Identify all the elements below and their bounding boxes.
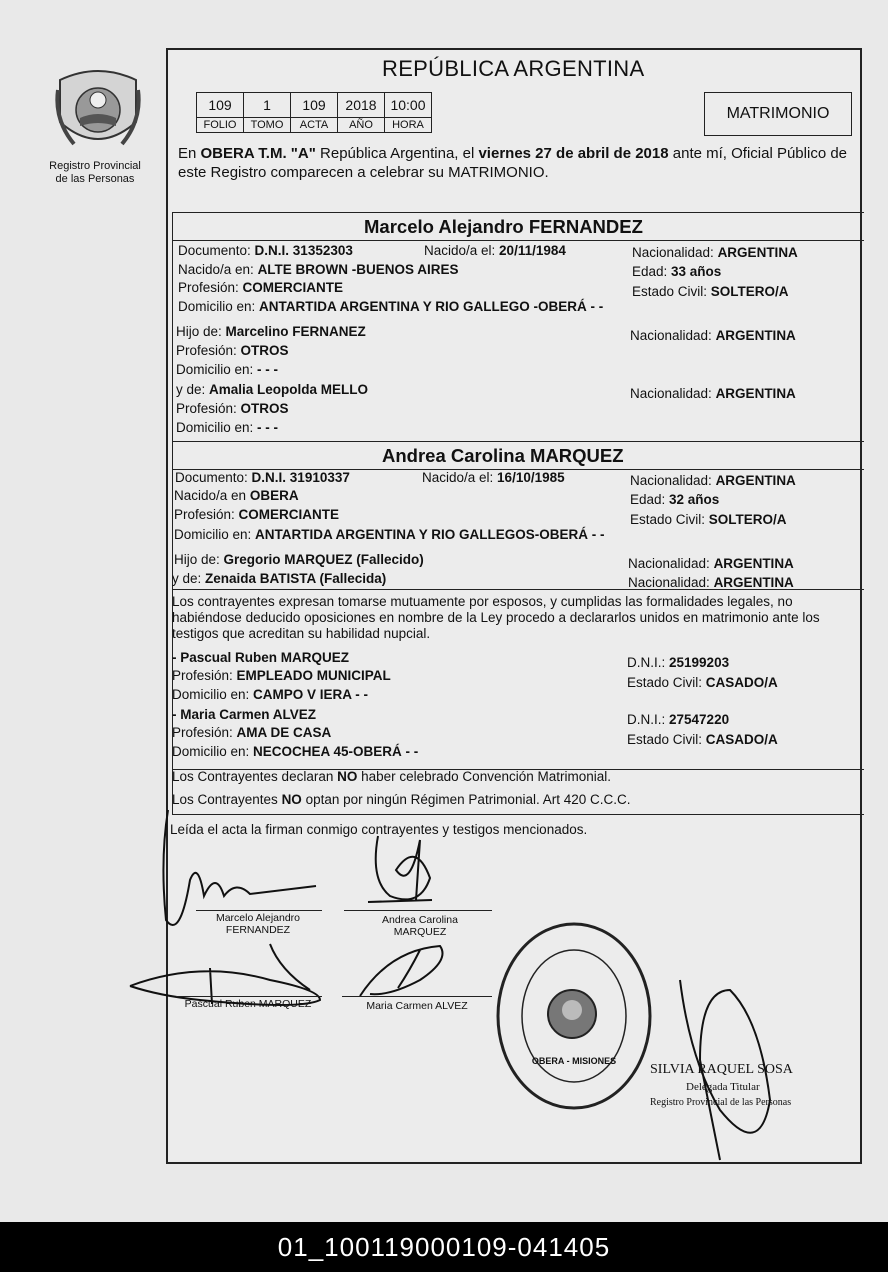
label: Nacido/a en: bbox=[178, 262, 258, 277]
text: optan por ningún Régimen Patrimonial. Art 420 C.C.C. bbox=[301, 792, 631, 807]
groom-nationality bbox=[632, 245, 798, 261]
bride-mother bbox=[172, 571, 386, 587]
act-type-box: MATRIMONIO bbox=[704, 92, 852, 136]
value: ARGENTINA bbox=[715, 386, 796, 401]
time-value: 10:00 bbox=[385, 93, 432, 118]
bride-birth-place bbox=[174, 488, 299, 504]
bride-name: Andrea Carolina MARQUEZ bbox=[382, 445, 624, 466]
logo-caption-line1: Registro Provincial bbox=[49, 160, 141, 172]
groom-father-address bbox=[176, 362, 278, 378]
witness-1-dni bbox=[627, 655, 729, 671]
logo-caption-line2: de las Personas bbox=[55, 173, 135, 185]
year-value: 2018 bbox=[338, 93, 385, 118]
groom-address bbox=[178, 299, 603, 315]
witness-2-dni bbox=[627, 712, 729, 728]
signature-line bbox=[176, 996, 322, 997]
bride-document bbox=[175, 470, 350, 486]
value: ANTARTIDA ARGENTINA Y RIO GALLEGO -OBERÁ - - bbox=[259, 299, 604, 314]
groom-father-profession bbox=[176, 343, 289, 359]
label: Profesión: bbox=[176, 401, 241, 416]
label: Estado Civil: bbox=[627, 675, 706, 690]
label: Estado Civil: bbox=[627, 732, 706, 747]
tomo-label: TOMO bbox=[244, 118, 291, 133]
value: ARGENTINA bbox=[715, 328, 796, 343]
label: Documento: bbox=[178, 243, 255, 258]
bride-signature bbox=[368, 836, 432, 902]
label: Nacido/a en bbox=[174, 488, 250, 503]
document-title: REPÚBLICA ARGENTINA bbox=[382, 56, 645, 81]
label: Documento: bbox=[175, 470, 252, 485]
label: Profesión: bbox=[178, 280, 243, 295]
divider bbox=[172, 441, 864, 442]
closing-statement: Leída el acta la firman conmigo contrayentes y testigos mencionados. bbox=[170, 822, 588, 837]
divider bbox=[172, 240, 864, 241]
label: Domicilio en: bbox=[176, 420, 258, 435]
value: CAMPO V IERA - - bbox=[253, 687, 369, 702]
acta-label: ACTA bbox=[291, 118, 338, 133]
label: Estado Civil: bbox=[630, 512, 709, 527]
official-office: Registro Provincial de las Personas bbox=[650, 1097, 792, 1108]
bride-birth-date bbox=[422, 470, 565, 486]
label: Profesión: bbox=[174, 507, 239, 522]
bride-age bbox=[630, 492, 719, 508]
witness1-signature-caption: Pascual Ruben MARQUEZ bbox=[184, 998, 312, 1010]
groom-signature bbox=[163, 810, 316, 925]
groom-mother-profession bbox=[176, 401, 289, 417]
document-code-bar: 01_100119000109-041405 bbox=[0, 1222, 888, 1272]
signature-line bbox=[342, 996, 492, 997]
intro-paragraph bbox=[178, 144, 866, 182]
acta-value: 109 bbox=[291, 93, 338, 118]
logo-caption bbox=[30, 160, 160, 186]
groom-name: Marcelo Alejandro FERNANDEZ bbox=[364, 216, 643, 237]
witness-2-name bbox=[172, 707, 316, 723]
witness-1-civil-status bbox=[627, 675, 778, 691]
value: - Maria Carmen ALVEZ bbox=[172, 707, 317, 722]
time-label: HORA bbox=[385, 118, 432, 133]
groom-mother bbox=[176, 382, 368, 398]
label: Domicilio en: bbox=[178, 299, 260, 314]
province-logo bbox=[54, 60, 142, 156]
convention-statement bbox=[172, 769, 611, 785]
label: Nacionalidad: bbox=[630, 473, 716, 488]
label: Domicilio en: bbox=[172, 687, 254, 702]
value: OTROS bbox=[240, 343, 289, 358]
value: 27547220 bbox=[669, 712, 730, 727]
bride-nationality bbox=[630, 473, 796, 489]
value: ANTARTIDA ARGENTINA Y RIO GALLEGOS-OBERÁ - - bbox=[255, 527, 605, 542]
label: Profesión: bbox=[172, 725, 237, 740]
label: Hijo de: bbox=[176, 324, 226, 339]
label: D.N.I.: bbox=[627, 655, 670, 670]
value: ARGENTINA bbox=[717, 245, 798, 260]
label: Domicilio en: bbox=[174, 527, 256, 542]
value: CASADO/A bbox=[705, 675, 778, 690]
value: SOLTERO/A bbox=[708, 512, 787, 527]
witness-1-address bbox=[172, 687, 368, 703]
value: ARGENTINA bbox=[713, 556, 794, 571]
value: ARGENTINA bbox=[715, 473, 796, 488]
year-label: AÑO bbox=[338, 118, 385, 133]
groom-age bbox=[632, 264, 721, 280]
folio-value: 109 bbox=[197, 93, 244, 118]
witness-1-profession bbox=[172, 668, 391, 684]
value: NECOCHEA 45-OBERÁ - - bbox=[253, 744, 419, 759]
label: Hijo de: bbox=[174, 552, 224, 567]
label: Nacionalidad: bbox=[630, 328, 716, 343]
value: EMPLEADO MUNICIPAL bbox=[236, 668, 391, 683]
groom-birth-date bbox=[424, 243, 566, 259]
label: D.N.I.: bbox=[627, 712, 670, 727]
witness-2-civil-status bbox=[627, 732, 778, 748]
label: y de: bbox=[176, 382, 210, 397]
signature-line bbox=[344, 910, 492, 911]
official-name: SILVIA RAQUEL SOSA bbox=[650, 1062, 793, 1077]
text: Los Contrayentes bbox=[172, 792, 282, 807]
value: 33 años bbox=[671, 264, 722, 279]
label: Domicilio en: bbox=[176, 362, 258, 377]
value: 16/10/1985 bbox=[497, 470, 565, 485]
witness-1-name bbox=[172, 650, 349, 666]
signature-line bbox=[196, 910, 322, 911]
label: Profesión: bbox=[176, 343, 241, 358]
value: OBERA bbox=[249, 488, 299, 503]
intro-date: viernes 27 de abril de 2018 bbox=[478, 145, 669, 162]
value: - Pascual Ruben MARQUEZ bbox=[172, 650, 350, 665]
folio-label: FOLIO bbox=[197, 118, 244, 133]
bride-civil-status bbox=[630, 512, 787, 528]
label: Profesión: bbox=[172, 668, 237, 683]
stamp-inner-text: OBERA - MISIONES bbox=[531, 1056, 617, 1066]
groom-father-nationality bbox=[630, 328, 796, 344]
groom-mother-nationality bbox=[630, 386, 796, 402]
registry-table bbox=[196, 92, 432, 133]
bride-address bbox=[174, 527, 605, 543]
label: Edad: bbox=[632, 264, 672, 279]
value: Amalia Leopolda MELLO bbox=[209, 382, 369, 397]
groom-civil-status bbox=[632, 284, 789, 300]
bride-signature-caption bbox=[360, 914, 480, 938]
intro-text-1: En bbox=[178, 145, 201, 162]
line2: FERNANDEZ bbox=[225, 924, 291, 936]
line1: Marcelo Alejandro bbox=[215, 912, 301, 924]
intro-text-3: ante mí, Oficial Público de este Registro comparecen a celebrar su MATRIMONIO. bbox=[178, 145, 848, 181]
witness2-signature bbox=[360, 946, 443, 996]
bride-father-nationality bbox=[628, 556, 794, 572]
groom-document bbox=[178, 243, 353, 259]
value: 32 años bbox=[669, 492, 720, 507]
witness2-signature-caption: Maria Carmen ALVEZ bbox=[366, 1000, 468, 1012]
groom-signature-caption bbox=[198, 912, 318, 936]
groom-profession bbox=[178, 280, 343, 296]
value: - - - bbox=[257, 420, 279, 435]
label: Domicilio en: bbox=[172, 744, 254, 759]
value: 25199203 bbox=[669, 655, 730, 670]
value: AMA DE CASA bbox=[236, 725, 332, 740]
negation: NO bbox=[281, 792, 302, 807]
groom-mother-address bbox=[176, 420, 278, 436]
label: Estado Civil: bbox=[632, 284, 711, 299]
value: SOLTERO/A bbox=[710, 284, 789, 299]
value: COMERCIANTE bbox=[242, 280, 344, 295]
label: Nacionalidad: bbox=[628, 556, 714, 571]
negation: NO bbox=[337, 769, 358, 784]
label: Nacionalidad: bbox=[628, 575, 714, 590]
text: haber celebrado Convención Matrimonial. bbox=[357, 769, 611, 784]
signatures-drawing bbox=[120, 800, 840, 1180]
bride-father bbox=[174, 552, 424, 568]
groom-birth-place bbox=[178, 262, 459, 278]
value: ARGENTINA bbox=[713, 575, 794, 590]
label: Nacionalidad: bbox=[632, 245, 718, 260]
marriage-declaration: Los contrayentes expresan tomarse mutuamente por esposos, y cumplidas las formalidades legales, no habiéndose deducido oposiciones en nombre de la Ley procedo a declararlos unidos en matrimonio ante los testigos que acreditan su habilidad nupcial. bbox=[172, 594, 820, 641]
value: D.N.I. 31352303 bbox=[254, 243, 353, 258]
value: CASADO/A bbox=[705, 732, 778, 747]
label: y de: bbox=[172, 571, 206, 586]
official-role: Delegada Titular bbox=[686, 1081, 760, 1093]
witness-2-profession bbox=[172, 725, 331, 741]
value: ALTE BROWN -BUENOS AIRES bbox=[257, 262, 459, 277]
value: Zenaida BATISTA (Fallecida) bbox=[205, 571, 387, 586]
line1: Andrea Carolina bbox=[382, 914, 458, 926]
intro-text-2: República Argentina, el bbox=[315, 145, 479, 162]
value: Gregorio MARQUEZ (Fallecido) bbox=[223, 552, 424, 567]
label: Nacido/a el: bbox=[424, 243, 500, 258]
label: Nacido/a el: bbox=[422, 470, 498, 485]
bride-mother-nationality bbox=[628, 575, 794, 591]
value: - - - bbox=[257, 362, 279, 377]
text: Los Contrayentes declaran bbox=[172, 769, 338, 784]
value: COMERCIANTE bbox=[238, 507, 340, 522]
divider bbox=[172, 212, 864, 213]
witness-2-address bbox=[172, 744, 418, 760]
groom-father bbox=[176, 324, 366, 340]
tomo-value: 1 bbox=[244, 93, 291, 118]
bride-profession bbox=[174, 507, 339, 523]
official-stamp bbox=[494, 920, 654, 1112]
label: Edad: bbox=[630, 492, 670, 507]
intro-office: OBERA T.M. "A" bbox=[200, 145, 316, 162]
value: 20/11/1984 bbox=[499, 243, 566, 258]
value: Marcelino FERNANEZ bbox=[225, 324, 366, 339]
value: OTROS bbox=[240, 401, 289, 416]
line2: MARQUEZ bbox=[393, 926, 447, 938]
value: D.N.I. 31910337 bbox=[251, 470, 350, 485]
label: Nacionalidad: bbox=[630, 386, 716, 401]
